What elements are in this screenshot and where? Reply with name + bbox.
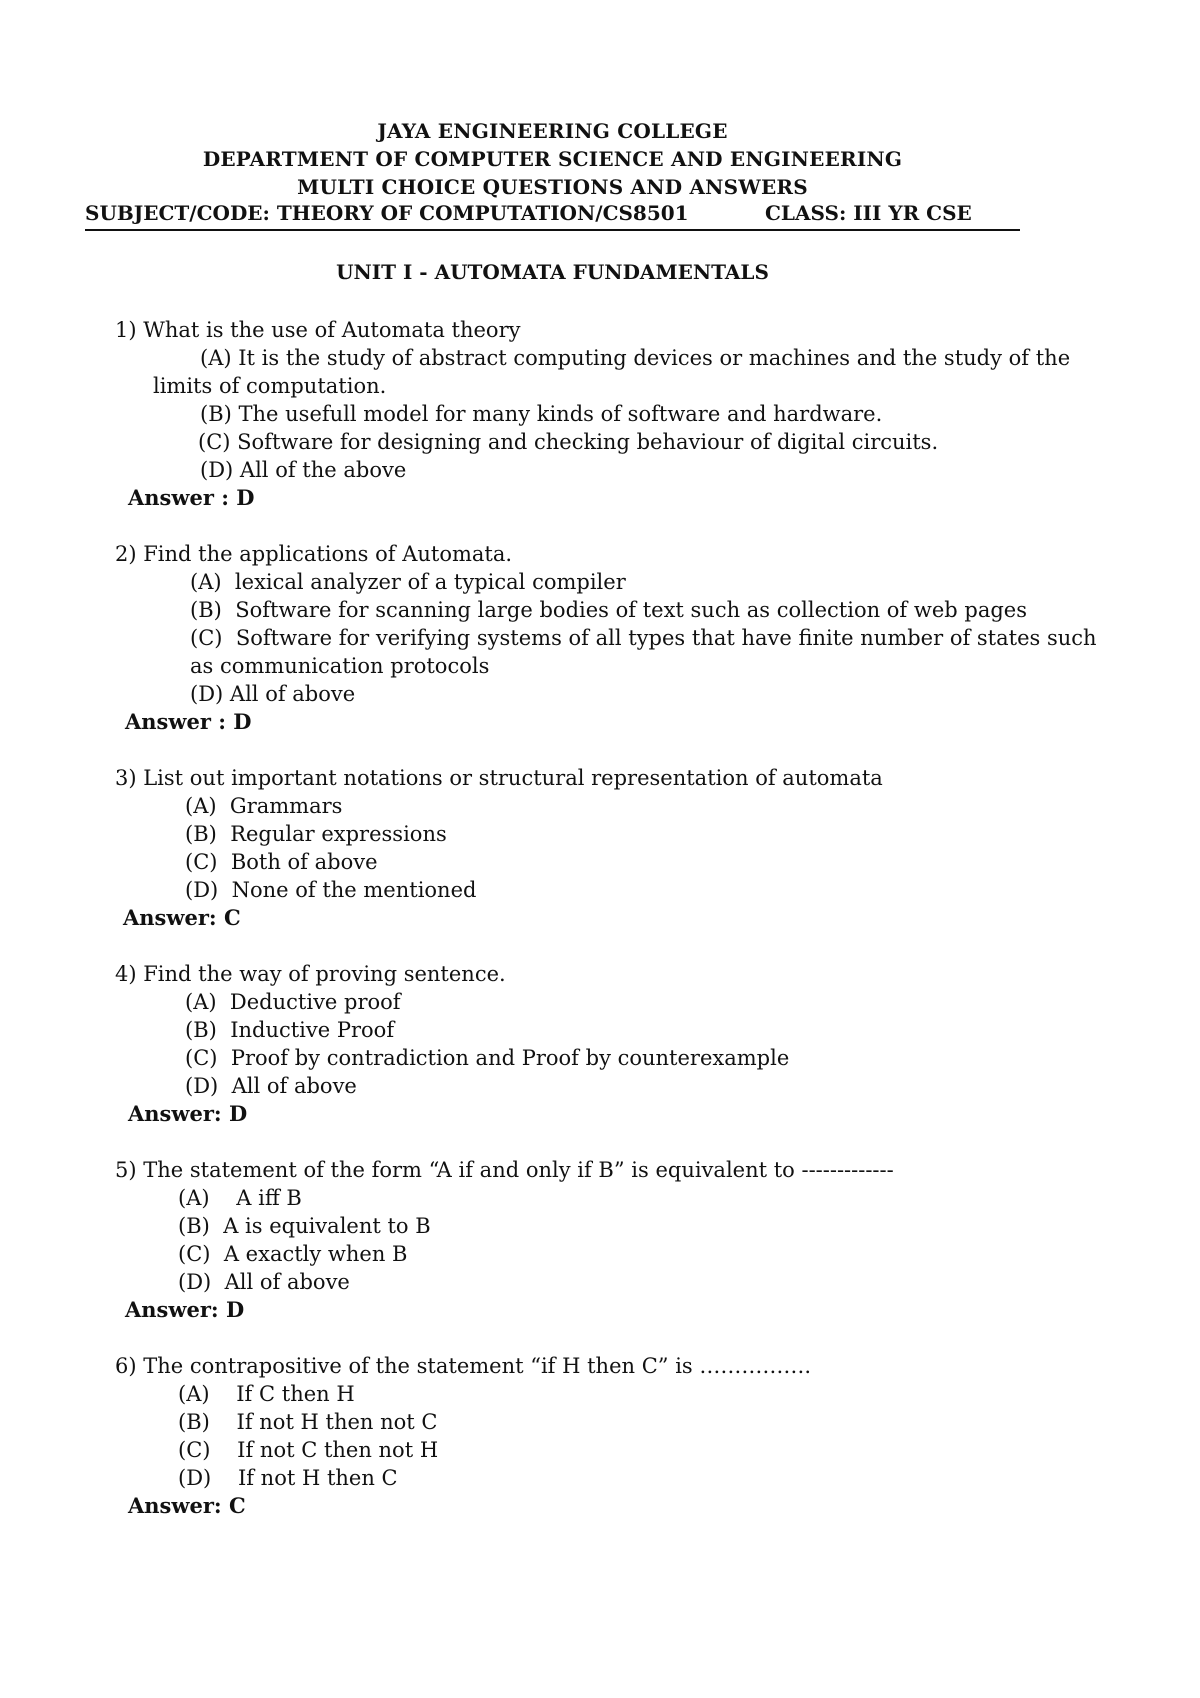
option-d: [115, 680, 1097, 708]
answer: Answer: D: [125, 1297, 245, 1322]
option-label: (C): [178, 1242, 211, 1266]
option-a: [115, 988, 789, 1016]
option-a: [115, 568, 1097, 596]
subject-code: SUBJECT/CODE: THEORY OF COMPUTATION/CS8501: [85, 201, 689, 225]
option-c: [115, 428, 1070, 456]
option-text: A is equivalent to B: [223, 1214, 431, 1238]
option-b: [115, 1212, 894, 1240]
question-text: 2) Find the applications of Automata.: [115, 542, 513, 566]
option-text: If not H then C: [237, 1466, 398, 1490]
option-label: (B): [185, 1018, 217, 1042]
option-c: [115, 1044, 789, 1072]
question-text: 3) List out important notations or structural representation of automata: [115, 766, 883, 790]
option-b: [115, 1408, 811, 1436]
option-text: A iff B: [236, 1186, 302, 1210]
answer: Answer : D: [125, 709, 252, 734]
option-text: All of the above: [239, 458, 407, 482]
option-label: (B): [200, 402, 232, 426]
question-text: 6) The contrapositive of the statement “if H then C” is …………….: [115, 1354, 812, 1378]
question-5: [115, 1156, 894, 1324]
option-label: (D): [190, 682, 224, 706]
option-text: If not C then not H: [237, 1438, 439, 1462]
option-a: [115, 344, 1070, 372]
option-d: [115, 456, 1070, 484]
question-text: 1) What is the use of Automata theory: [115, 318, 521, 342]
option-b: [115, 1016, 789, 1044]
option-continuation: limits of computation.: [153, 374, 387, 398]
option-text: The usefull model for many kinds of software and hardware.: [238, 402, 883, 426]
option-label: (C): [190, 626, 223, 650]
college-name: JAYA ENGINEERING COLLEGE: [377, 119, 728, 143]
option-text: Software for scanning large bodies of text such as collection of web pages: [235, 598, 1028, 622]
option-label: (D): [185, 878, 219, 902]
question-4: [115, 960, 789, 1128]
option-b: [115, 596, 1097, 624]
option-label: (C): [178, 1438, 211, 1462]
option-label: (B): [185, 822, 217, 846]
question-3: [115, 764, 883, 932]
option-text: Software for designing and checking behaviour of digital circuits.: [237, 430, 939, 454]
option-text: Software for verifying systems of all types that have finite number of states such: [235, 626, 1097, 650]
option-d: [115, 1072, 789, 1100]
option-label: (D): [185, 1074, 219, 1098]
department-name: DEPARTMENT OF COMPUTER SCIENCE AND ENGINEERING: [202, 147, 903, 171]
option-label: (D): [178, 1270, 212, 1294]
option-label: (A): [190, 570, 222, 594]
document-title: MULTI CHOICE QUESTIONS AND ANSWERS: [297, 175, 808, 199]
option-label: (B): [190, 598, 222, 622]
answer: Answer: C: [128, 1493, 246, 1518]
option-a: [115, 792, 883, 820]
option-label: (B): [178, 1214, 210, 1238]
question-text: 4) Find the way of proving sentence.: [115, 962, 506, 986]
option-text: All of above: [224, 1270, 350, 1294]
option-label: (D): [178, 1466, 212, 1490]
option-text: Grammars: [229, 794, 343, 818]
option-label: (A): [178, 1382, 210, 1406]
question-text: 5) The statement of the form “A if and only if B” is equivalent to -------------: [115, 1158, 894, 1182]
option-text: Regular expressions: [230, 822, 447, 846]
option-text: A exactly when B: [223, 1242, 408, 1266]
subject-row: [85, 199, 1020, 231]
option-label: (C): [198, 430, 231, 454]
option-label: (C): [185, 850, 218, 874]
option-d: [115, 876, 883, 904]
option-label: (A): [185, 990, 217, 1014]
option-text: All of above: [229, 682, 356, 706]
answer: Answer : D: [128, 485, 255, 510]
option-label: (C): [185, 1046, 218, 1070]
option-c: [115, 624, 1097, 652]
option-c: [115, 1240, 894, 1268]
option-continuation: as communication protocols: [190, 654, 490, 678]
option-text: lexical analyzer of a typical compiler: [234, 570, 626, 594]
option-d: [115, 1268, 894, 1296]
option-text: All of above: [231, 1074, 357, 1098]
option-b: [115, 820, 883, 848]
option-label: (D): [200, 458, 234, 482]
option-text: If C then H: [236, 1382, 355, 1406]
option-text: Inductive Proof: [230, 1018, 395, 1042]
option-text: Deductive proof: [229, 990, 401, 1014]
unit-title: UNIT I - AUTOMATA FUNDAMENTALS: [336, 260, 769, 284]
answer: Answer: C: [123, 905, 241, 930]
option-text: Both of above: [230, 850, 378, 874]
option-label: (A): [200, 346, 232, 370]
option-text: If not H then not C: [236, 1410, 438, 1434]
option-text: Proof by contradiction and Proof by counterexample: [230, 1046, 790, 1070]
option-d: [115, 1464, 811, 1492]
option-a: [115, 1380, 811, 1408]
option-text: It is the study of abstract computing devices or machines and the study of the: [238, 346, 1071, 370]
option-c: [115, 848, 883, 876]
question-2: [115, 540, 1097, 736]
option-b: [115, 400, 1070, 428]
option-c: [115, 1436, 811, 1464]
answer: Answer: D: [128, 1101, 248, 1126]
question-1: [115, 316, 1070, 512]
option-label: (B): [178, 1410, 210, 1434]
question-6: [115, 1352, 811, 1520]
option-label: (A): [178, 1186, 210, 1210]
option-a: [115, 1184, 894, 1212]
class-info: CLASS: III YR CSE: [765, 201, 972, 225]
option-text: None of the mentioned: [231, 878, 477, 902]
document-header: [85, 117, 1020, 201]
option-label: (A): [185, 794, 217, 818]
